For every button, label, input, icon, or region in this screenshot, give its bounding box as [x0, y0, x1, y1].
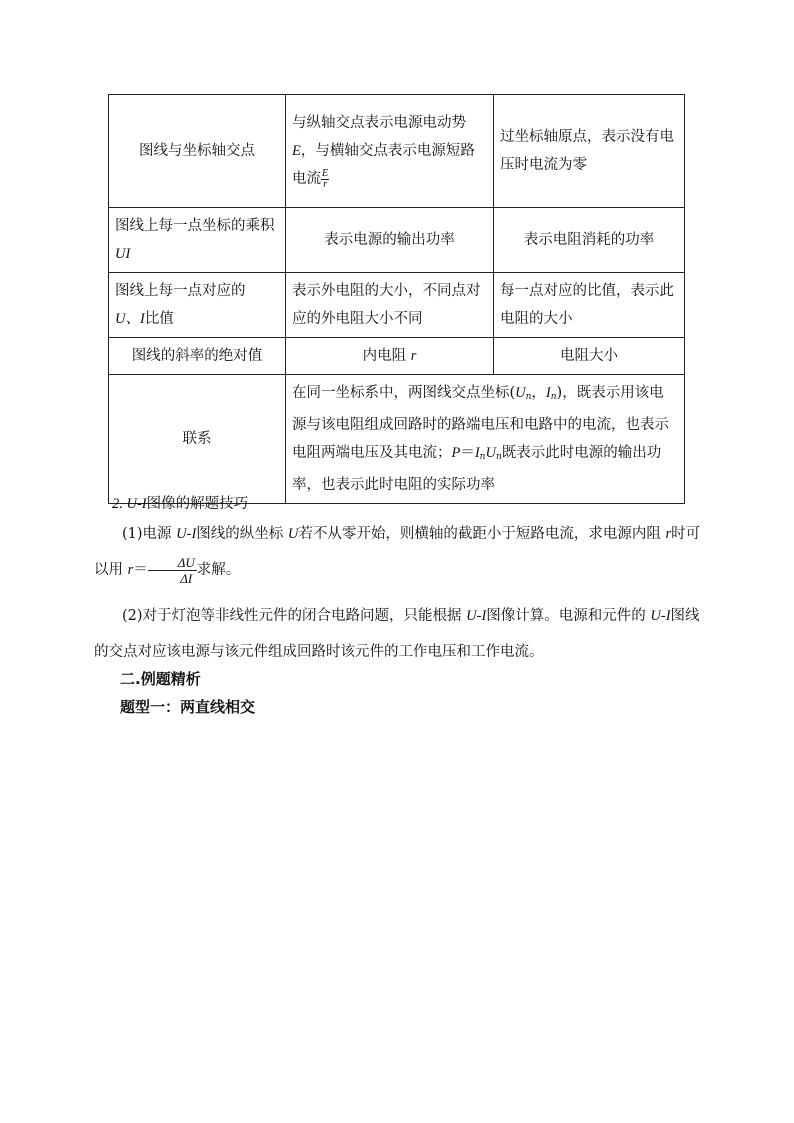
text: 与纵轴交点表示电源电动势	[291, 115, 466, 131]
text: 图线上每一点坐标的乘积	[115, 218, 275, 234]
table-row	[109, 375, 685, 504]
text: 在同一坐标系中，两图线交点坐标(	[291, 385, 516, 401]
power-source-cell	[285, 338, 493, 375]
section-heading-examples: 二.例题精析	[120, 670, 201, 688]
text: ＝	[133, 562, 148, 578]
relation-cell	[285, 375, 684, 504]
symbol: U	[287, 526, 299, 542]
symbol: I	[474, 445, 480, 461]
symbol: r	[127, 562, 134, 578]
text: 既表示此时电源的输出功率，也表示此时电阻的实际功率	[291, 445, 662, 493]
text: ，与横轴交点表示电源短路电流	[291, 143, 475, 187]
row-head	[109, 273, 286, 338]
text: 比值	[144, 311, 174, 327]
text: 求解。	[196, 562, 241, 578]
text: (2)对于灯泡等非线性元件的闭合电路问题，只能根据	[122, 608, 462, 624]
text: 图像的解题技巧	[146, 496, 249, 512]
subscript: n	[525, 392, 532, 402]
power-source-cell: 表示电源的输出功率	[285, 208, 493, 273]
text: 内电阻	[362, 348, 407, 364]
row-head: 图线的斜率的绝对值	[109, 338, 286, 375]
power-source-cell: 表示外电阻的大小，不同点对应的外电阻大小不同	[285, 273, 493, 338]
symbol: I	[545, 385, 551, 401]
fraction	[148, 555, 197, 586]
symbol: U-I	[650, 608, 671, 624]
resistor-cell: 过坐标轴原点，表示没有电压时电流为零	[494, 95, 685, 208]
subscript: n	[479, 452, 486, 462]
symbol: U-I	[176, 526, 197, 542]
text: 时可以用	[94, 526, 701, 578]
subscript: n	[495, 452, 502, 462]
fraction-numerator: E	[321, 167, 329, 179]
table-row	[109, 338, 685, 375]
paragraph-1	[94, 516, 706, 588]
text: 图像计算。电源和元件的	[486, 608, 646, 624]
symbol: U、I	[115, 311, 145, 327]
row-head: 图线与坐标轴交点	[109, 95, 286, 208]
table-row	[109, 95, 685, 208]
row-head: 联系	[109, 375, 286, 504]
text: ，	[531, 385, 546, 401]
text: 图线的交点对应该电源与该元件组成回路时该元件的工作电压和工作电流。	[94, 608, 700, 660]
subscript: n	[550, 392, 557, 402]
text: )，既表示用该电源与该电阻组成回路时的路端电压和电路中的电流，也表示电阻两端电压及其电流；	[291, 385, 669, 461]
text: ＝	[460, 445, 475, 461]
text: 图线的纵坐标	[196, 526, 284, 542]
symbol: 2. U-I	[112, 496, 147, 512]
table-row	[109, 273, 685, 338]
resistor-cell: 表示电阻消耗的功率	[494, 208, 685, 273]
symbol: U	[515, 385, 526, 401]
symbol: U	[485, 445, 496, 461]
symbol: r	[410, 348, 417, 364]
fraction-denominator: r	[321, 179, 329, 190]
row-head	[109, 208, 286, 273]
resistor-cell: 电阻大小	[494, 338, 685, 375]
table-row	[109, 208, 685, 273]
section-subtitle	[112, 492, 248, 513]
paragraph-2	[94, 598, 706, 670]
fraction	[321, 169, 329, 190]
symbol: P	[451, 445, 461, 461]
power-source-cell	[285, 95, 493, 208]
comparison-table	[108, 94, 685, 504]
resistor-cell: 每一点对应的比值，表示此电阻的大小	[494, 273, 685, 338]
symbol: r	[665, 526, 672, 542]
text: 图线上每一点对应的	[115, 283, 246, 299]
symbol: E	[291, 143, 301, 159]
text: (1)电源	[122, 526, 172, 542]
section-heading-type1: 题型一：两直线相交	[120, 698, 256, 716]
fraction-denominator: ΔI	[148, 570, 197, 586]
symbol: UI	[115, 246, 131, 262]
fraction-numerator: ΔU	[177, 554, 195, 570]
text: 若不从零开始，则横轴的截距小于短路电流，求电源内阻	[298, 526, 661, 542]
symbol: U-I	[466, 608, 487, 624]
